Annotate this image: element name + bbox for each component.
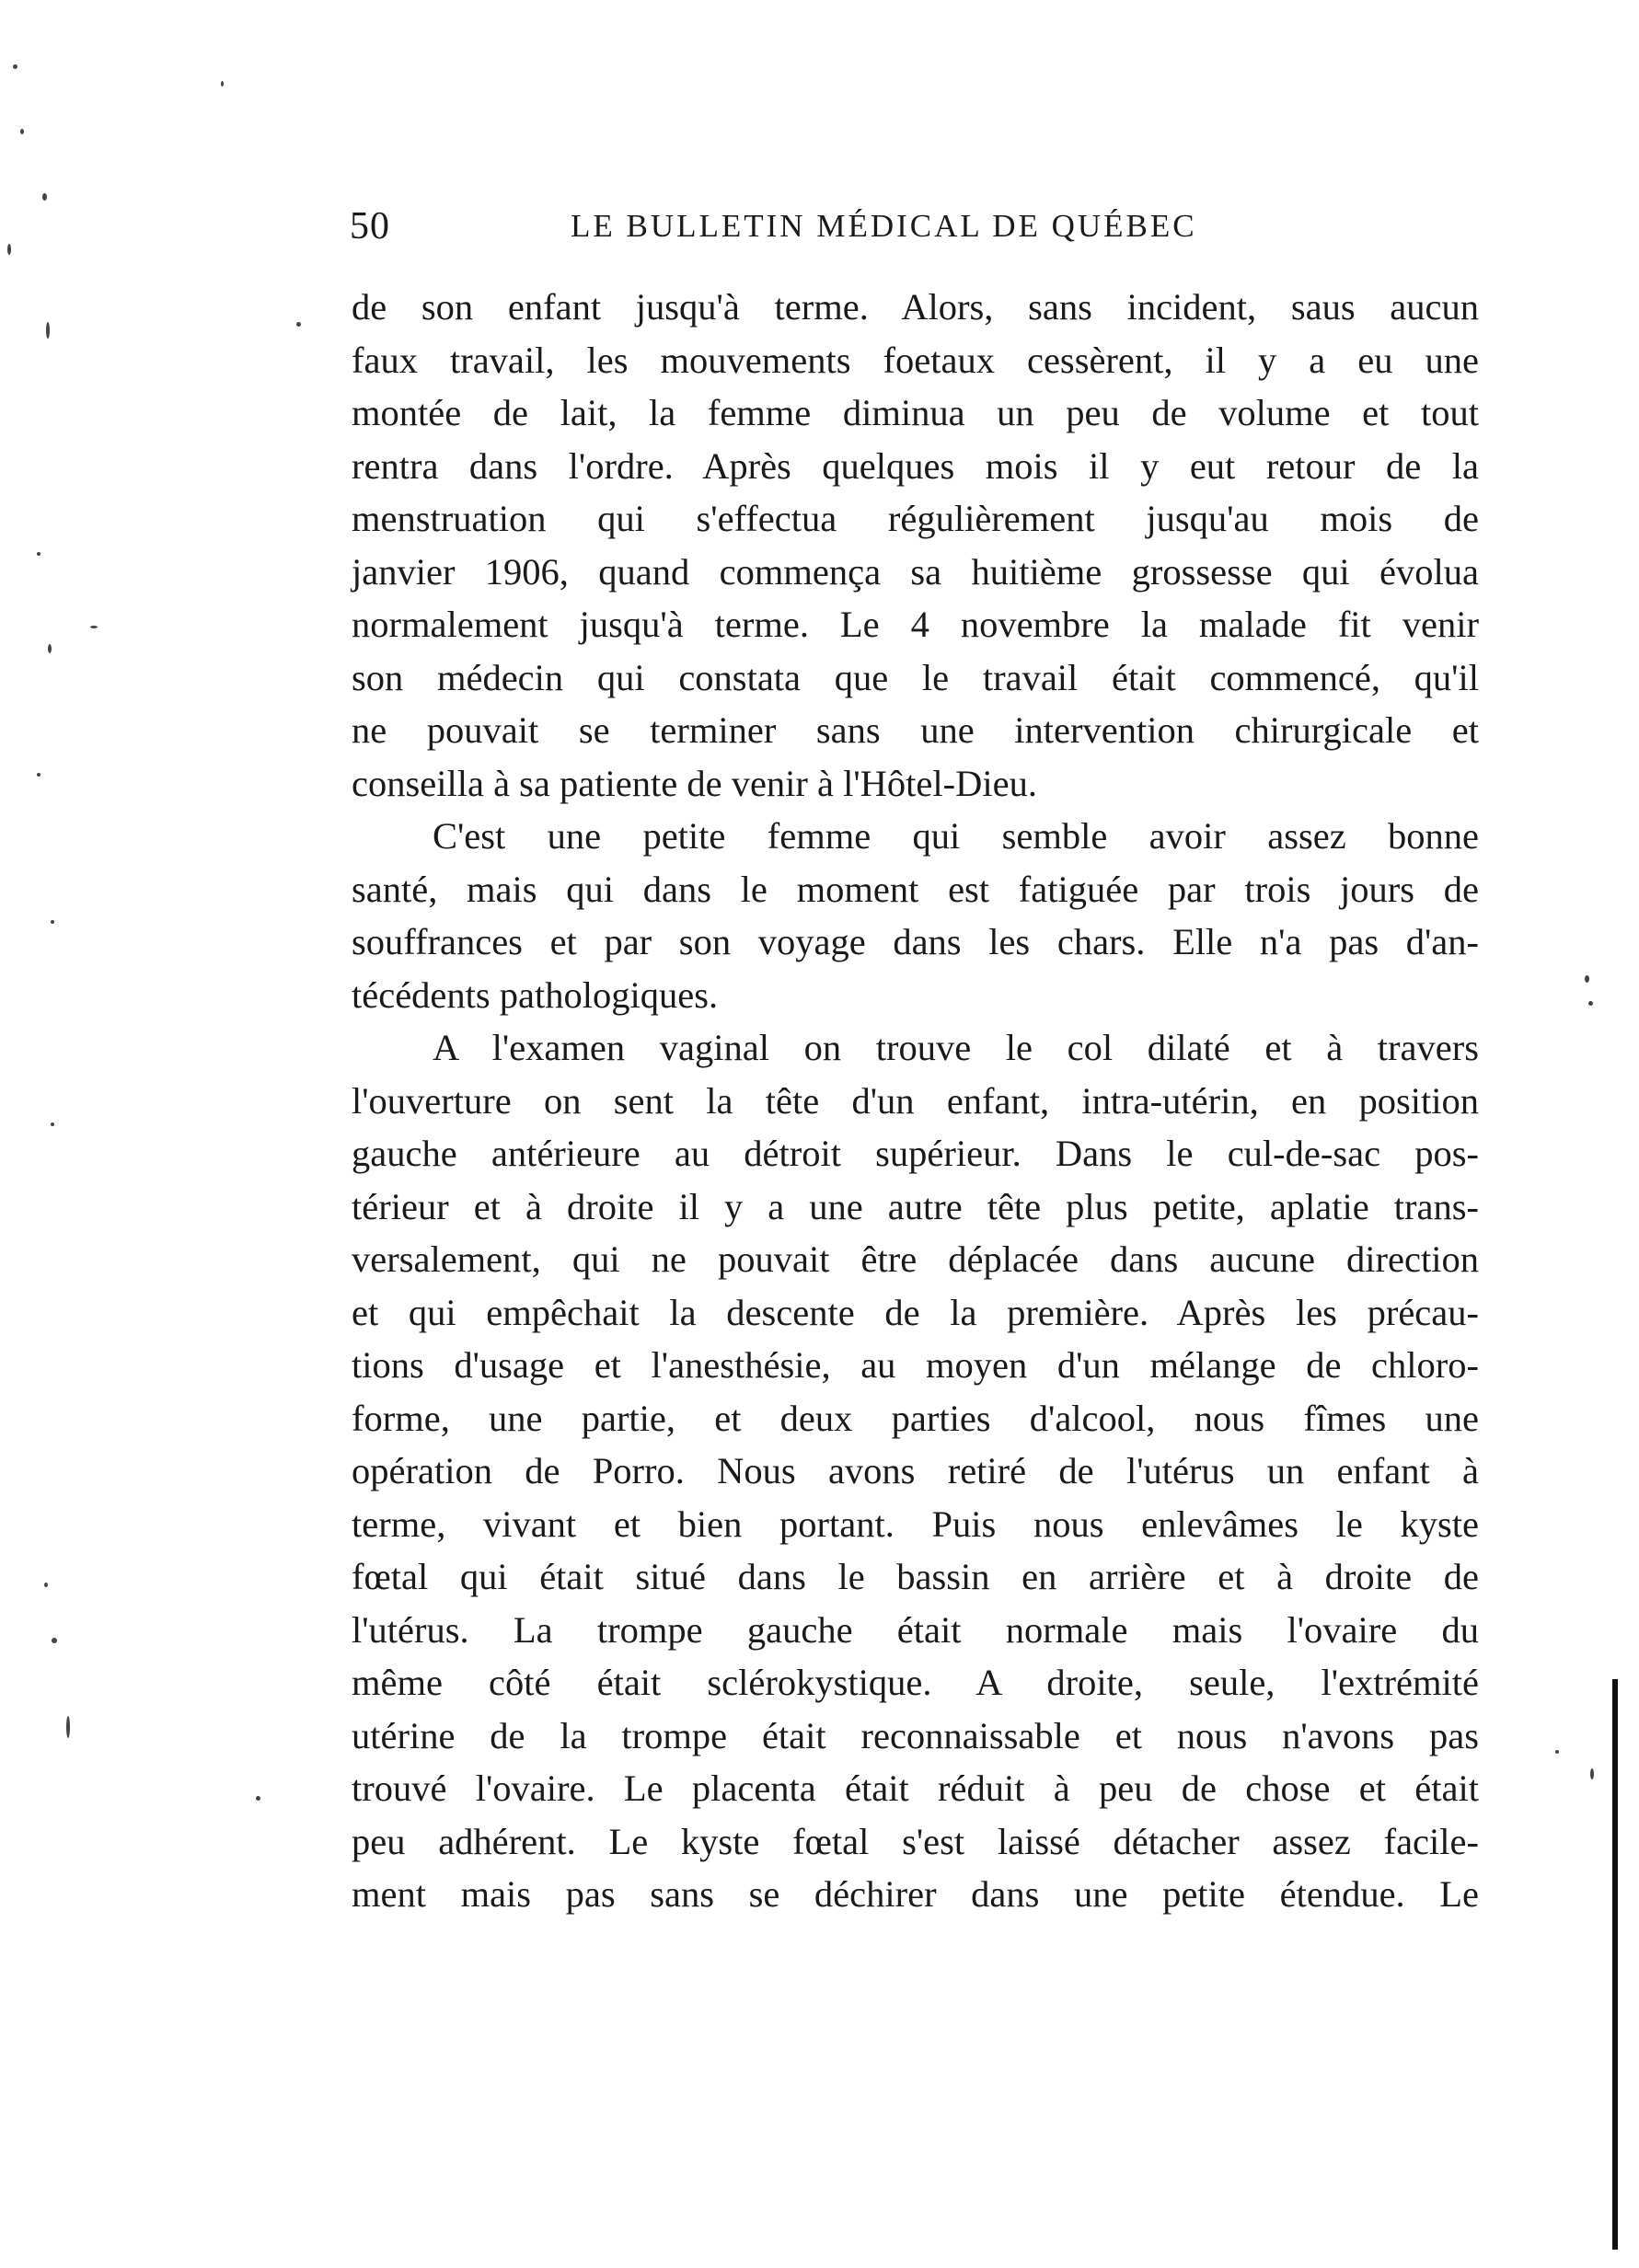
- scan-speck: [20, 129, 24, 134]
- scan-speck: [46, 322, 50, 339]
- text-line: térieur et à droite il y a une autre tête plus petite, aplatie trans-: [352, 1185, 1479, 1227]
- scan-speck: [256, 1796, 260, 1801]
- text-line: son médecin qui constata que le travail était commencé, qu'il: [352, 656, 1479, 698]
- text-line: terme, vivant et bien portant. Puis nous enlevâmes le kyste: [352, 1502, 1479, 1545]
- scan-speck: [13, 64, 17, 69]
- text-line: trouvé l'ovaire. Le placenta était réduit à peu de chose et était: [352, 1767, 1479, 1809]
- scan-speck: [51, 1122, 54, 1126]
- text-line: técédents pathologiques.: [352, 973, 719, 1016]
- text-line: tions d'usage et l'anesthésie, au moyen d'un mélange de chloro-: [352, 1344, 1479, 1386]
- scan-speck: [221, 81, 224, 86]
- text-line: rentra dans l'ordre. Après quelques mois il y eut retour de la: [352, 444, 1479, 487]
- text-line: et qui empêchait la descente de la première. Après les précau-: [352, 1291, 1479, 1333]
- running-title: LE BULLETIN MÉDICAL DE QUÉBEC: [571, 208, 1197, 244]
- text-line: opération de Porro. Nous avons retiré de l'utérus un enfant à: [352, 1450, 1479, 1491]
- scan-speck: [90, 626, 98, 628]
- text-line: normalement jusqu'à terme. Le 4 novembre la malade fit venir: [352, 604, 1479, 645]
- scan-speck: [51, 920, 54, 924]
- text-line: gauche antérieure au détroit supérieur. Dans le cul-de-sac pos-: [352, 1133, 1479, 1174]
- text-line: fœtal qui était situé dans le bassin en arrière et à droite de: [352, 1556, 1479, 1597]
- text-line: faux travail, les mouvements foetaux cessèrent, il y a eu une: [352, 339, 1479, 381]
- scan-speck: [7, 244, 11, 255]
- paragraph: [352, 281, 1479, 810]
- text-line: ne pouvait se terminer sans une intervention chirurgicale et: [352, 709, 1479, 751]
- scan-speck: [66, 1716, 70, 1738]
- text-line: l'utérus. La trompe gauche était normale mais l'ovaire du: [352, 1608, 1479, 1651]
- paragraph: [352, 1021, 1479, 1921]
- scan-speck: [1585, 975, 1589, 983]
- text-line: C'est une petite femme qui semble avoir assez bonne: [433, 815, 1479, 857]
- scan-speck: [37, 552, 40, 556]
- text-line: janvier 1906, quand commença sa huitième grossesse qui évolua: [352, 550, 1479, 593]
- text-line: souffrances et par son voyage dans les chars. Elle n'a pas d'an-: [352, 921, 1479, 962]
- text-line: santé, mais qui dans le moment est fatiguée par trois jours de: [352, 868, 1479, 910]
- scan-speck: [1590, 1768, 1594, 1779]
- text-line: ment mais pas sans se déchirer dans une petite étendue. Le: [352, 1873, 1479, 1915]
- page-header: [350, 204, 1495, 259]
- text-line: conseilla à sa patiente de venir à l'Hôtel-Dieu.: [352, 762, 1037, 804]
- scan-speck: [1588, 1001, 1593, 1006]
- text-line: l'ouverture on sent la tête d'un enfant, intra-utérin, en position: [352, 1079, 1479, 1122]
- paragraph: [352, 810, 1479, 1021]
- text-line: A l'examen vaginal on trouve le col dilaté et à travers: [433, 1027, 1479, 1068]
- body-text: [352, 281, 1479, 1921]
- scan-speck: [37, 773, 40, 777]
- scan-edge-bar: [1612, 1679, 1618, 2250]
- scan-speck: [52, 1638, 57, 1643]
- scan-speck: [44, 1583, 48, 1587]
- text-line: même côté était sclérokystique. A droite, seule, l'extrémité: [352, 1662, 1479, 1703]
- text-line: peu adhérent. Le kyste fœtal s'est laissé détacher assez facile-: [352, 1820, 1479, 1862]
- text-line: de son enfant jusqu'à terme. Alors, sans incident, saus aucun: [352, 286, 1479, 328]
- scan-speck: [296, 322, 301, 327]
- page-number: 50: [350, 205, 390, 248]
- text-line: forme, une partie, et deux parties d'alcool, nous fîmes une: [352, 1397, 1479, 1439]
- scan-speck: [48, 644, 52, 653]
- text-line: montée de lait, la femme diminua un peu de volume et tout: [352, 392, 1479, 433]
- text-line: menstruation qui s'effectua régulièrement jusqu'au mois de: [352, 498, 1479, 539]
- scan-speck: [42, 193, 47, 201]
- scan-speck: [1555, 1750, 1559, 1754]
- text-line: utérine de la trompe était reconnaissable et nous n'avons pas: [352, 1714, 1479, 1756]
- text-line: versalement, qui ne pouvait être déplacée dans aucune direction: [352, 1238, 1479, 1280]
